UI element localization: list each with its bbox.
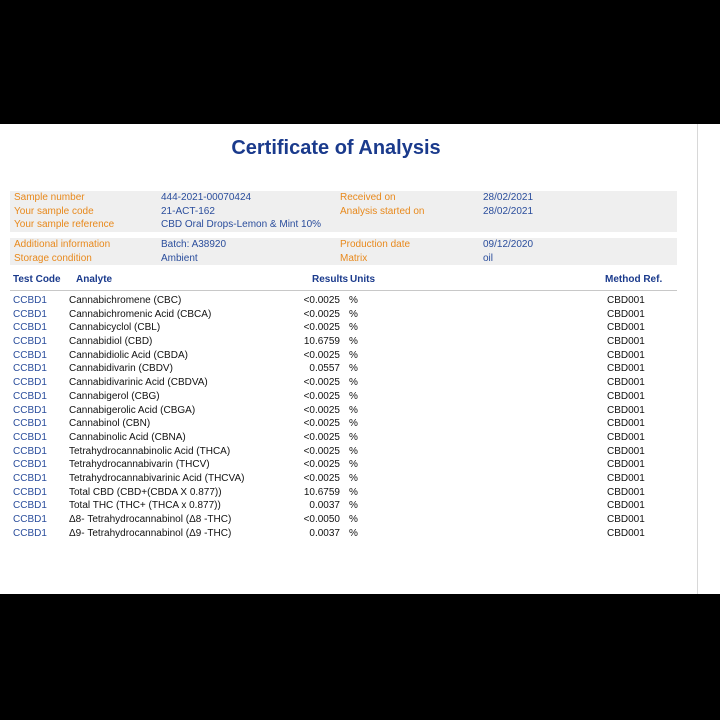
test-code-cell: CCBD1 <box>13 322 47 334</box>
table-row <box>10 431 677 445</box>
test-code-cell: CCBD1 <box>13 336 47 348</box>
result-cell: <0.0025 <box>303 459 340 471</box>
info-label: Sample number <box>14 192 85 203</box>
test-code-cell: CCBD1 <box>13 472 47 484</box>
test-code-cell: CCBD1 <box>13 514 47 525</box>
method-ref-cell: CBD001 <box>607 336 645 348</box>
table-row <box>10 321 677 335</box>
page-edge <box>697 124 720 594</box>
info-label: Additional information <box>14 239 111 250</box>
unit-cell: % <box>349 431 358 443</box>
info-row <box>10 238 677 252</box>
analyte-cell: Cannabichromenic Acid (CBCA) <box>69 308 212 320</box>
test-code-cell: CCBD1 <box>13 308 47 320</box>
header-results: Results <box>312 274 349 285</box>
header-analyte: Analyte <box>76 274 113 285</box>
method-ref-cell: CBD001 <box>607 472 645 484</box>
result-cell: 0.0037 <box>309 500 340 512</box>
unit-cell: % <box>349 295 358 306</box>
analyte-cell: Cannabichromene (CBC) <box>69 295 182 306</box>
analyte-cell: Tetrahydrocannabivarinic Acid (THCVA) <box>69 472 245 484</box>
test-code-cell: CCBD1 <box>13 349 47 361</box>
result-cell: <0.0025 <box>303 431 340 443</box>
test-code-cell: CCBD1 <box>13 363 47 375</box>
result-cell: 10.6759 <box>303 336 340 348</box>
method-ref-cell: CBD001 <box>607 322 645 334</box>
analyte-cell: Tetrahydrocannabinolic Acid (THCA) <box>69 445 231 457</box>
table-row <box>10 445 677 459</box>
table-row <box>10 390 677 404</box>
info-row <box>10 191 677 205</box>
method-ref-cell: CBD001 <box>607 377 645 389</box>
unit-cell: % <box>349 363 358 375</box>
test-code-cell: CCBD1 <box>13 459 47 471</box>
result-cell: 10.6759 <box>303 486 340 498</box>
result-cell: <0.0025 <box>303 322 340 334</box>
unit-cell: % <box>349 308 358 320</box>
test-code-cell: CCBD1 <box>13 390 47 402</box>
unit-cell: % <box>349 336 358 348</box>
test-code-cell: CCBD1 <box>13 445 47 457</box>
test-code-cell: CCBD1 <box>13 500 47 512</box>
test-code-cell: CCBD1 <box>13 431 47 443</box>
unit-cell: % <box>349 500 358 512</box>
result-cell: 0.0037 <box>309 527 340 539</box>
method-ref-cell: CBD001 <box>607 445 645 457</box>
table-row <box>10 308 677 322</box>
analyte-cell: Cannabidiol (CBD) <box>69 336 153 348</box>
analyte-cell: Cannabinol (CBN) <box>69 418 151 430</box>
unit-cell: % <box>349 514 358 525</box>
table-row <box>10 349 677 363</box>
analyte-cell: Cannabidiolic Acid (CBDA) <box>69 349 188 361</box>
header-units: Units <box>350 274 375 285</box>
method-ref-cell: CBD001 <box>607 459 645 471</box>
unit-cell: % <box>349 527 358 539</box>
unit-cell: % <box>349 472 358 484</box>
method-ref-cell: CBD001 <box>607 527 645 539</box>
info-label: Received on <box>340 192 396 203</box>
method-ref-cell: CBD001 <box>607 514 645 525</box>
unit-cell: % <box>349 390 358 402</box>
info-label: Production date <box>340 239 411 250</box>
table-row <box>10 362 677 376</box>
analyte-cell: Cannabicyclol (CBL) <box>69 322 161 334</box>
analyte-cell: Cannabinolic Acid (CBNA) <box>69 431 186 443</box>
info-value: 28/02/2021 <box>483 192 534 203</box>
result-cell: <0.0025 <box>303 295 340 306</box>
result-cell: <0.0050 <box>303 514 340 525</box>
test-code-cell: CCBD1 <box>13 418 47 430</box>
unit-cell: % <box>349 404 358 416</box>
document-title: Certificate of Analysis <box>231 137 441 159</box>
info-value: 09/12/2020 <box>483 239 534 250</box>
test-code-cell: CCBD1 <box>13 486 47 498</box>
method-ref-cell: CBD001 <box>607 349 645 361</box>
unit-cell: % <box>349 349 358 361</box>
info-row <box>10 205 677 219</box>
table-row <box>10 499 677 513</box>
info-value: oil <box>483 252 494 264</box>
info-label: Your sample reference <box>14 219 115 230</box>
method-ref-cell: CBD001 <box>607 404 645 416</box>
result-cell: <0.0025 <box>303 418 340 430</box>
table-row <box>10 335 677 349</box>
info-label: Matrix <box>340 252 368 264</box>
method-ref-cell: CBD001 <box>607 431 645 443</box>
info-value: Ambient <box>161 252 198 264</box>
result-cell: <0.0025 <box>303 472 340 484</box>
analyte-cell: Δ9- Tetrahydrocannabinol (Δ9 -THC) <box>69 527 232 539</box>
table-row <box>10 527 677 541</box>
table-row <box>10 486 677 500</box>
info-label: Analysis started on <box>340 205 425 217</box>
info-label: Storage condition <box>14 252 92 264</box>
test-code-cell: CCBD1 <box>13 527 47 539</box>
unit-cell: % <box>349 377 358 389</box>
test-code-cell: CCBD1 <box>13 295 47 306</box>
analyte-cell: Total THC (THC+ (THCA x 0.877)) <box>69 500 221 512</box>
result-cell: <0.0025 <box>303 445 340 457</box>
unit-cell: % <box>349 445 358 457</box>
info-row <box>10 218 677 232</box>
analyte-cell: Tetrahydrocannabivarin (THCV) <box>69 459 210 471</box>
info-value: CBD Oral Drops-Lemon & Mint 10% <box>161 219 322 230</box>
info-value: 444-2021-00070424 <box>161 192 252 203</box>
table-row <box>10 376 677 390</box>
info-label: Your sample code <box>14 205 94 217</box>
unit-cell: % <box>349 459 358 471</box>
analyte-cell: Cannabigerol (CBG) <box>69 390 160 402</box>
header-test-code: Test Code <box>13 274 61 285</box>
method-ref-cell: CBD001 <box>607 295 645 306</box>
header-method-ref: Method Ref. <box>605 274 663 285</box>
table-row <box>10 472 677 486</box>
table-row <box>10 417 677 431</box>
table-row <box>10 294 677 308</box>
analyte-cell: Δ8- Tetrahydrocannabinol (Δ8 -THC) <box>69 514 232 525</box>
info-value: 21-ACT-162 <box>161 205 215 217</box>
result-cell: <0.0025 <box>303 349 340 361</box>
analyte-cell: Cannabidivarinic Acid (CBDVA) <box>69 377 208 389</box>
method-ref-cell: CBD001 <box>607 500 645 512</box>
info-value: 28/02/2021 <box>483 205 534 217</box>
result-cell: 0.0557 <box>309 363 340 375</box>
method-ref-cell: CBD001 <box>607 308 645 320</box>
method-ref-cell: CBD001 <box>607 486 645 498</box>
result-cell: <0.0025 <box>303 404 340 416</box>
test-code-cell: CCBD1 <box>13 377 47 389</box>
test-code-cell: CCBD1 <box>13 404 47 416</box>
analyte-cell: Total CBD (CBD+(CBDA X 0.877)) <box>69 486 222 498</box>
method-ref-cell: CBD001 <box>607 363 645 375</box>
sample-info-block <box>10 191 677 232</box>
certificate-document <box>0 124 697 594</box>
result-cell: <0.0025 <box>303 377 340 389</box>
unit-cell: % <box>349 418 358 430</box>
analyte-cell: Cannabigerolic Acid (CBGA) <box>69 404 196 416</box>
unit-cell: % <box>349 486 358 498</box>
info-value: Batch: A38920 <box>161 239 227 250</box>
analyte-cell: Cannabidivarin (CBDV) <box>69 363 173 375</box>
table-row <box>10 513 677 527</box>
results-table-body <box>10 294 677 540</box>
table-row <box>10 458 677 472</box>
unit-cell: % <box>349 322 358 334</box>
table-row <box>10 404 677 418</box>
method-ref-cell: CBD001 <box>607 418 645 430</box>
results-table-header <box>10 272 677 291</box>
result-cell: <0.0025 <box>303 390 340 402</box>
info-row <box>10 252 677 266</box>
additional-info-block <box>10 238 677 265</box>
result-cell: <0.0025 <box>303 308 340 320</box>
method-ref-cell: CBD001 <box>607 390 645 402</box>
